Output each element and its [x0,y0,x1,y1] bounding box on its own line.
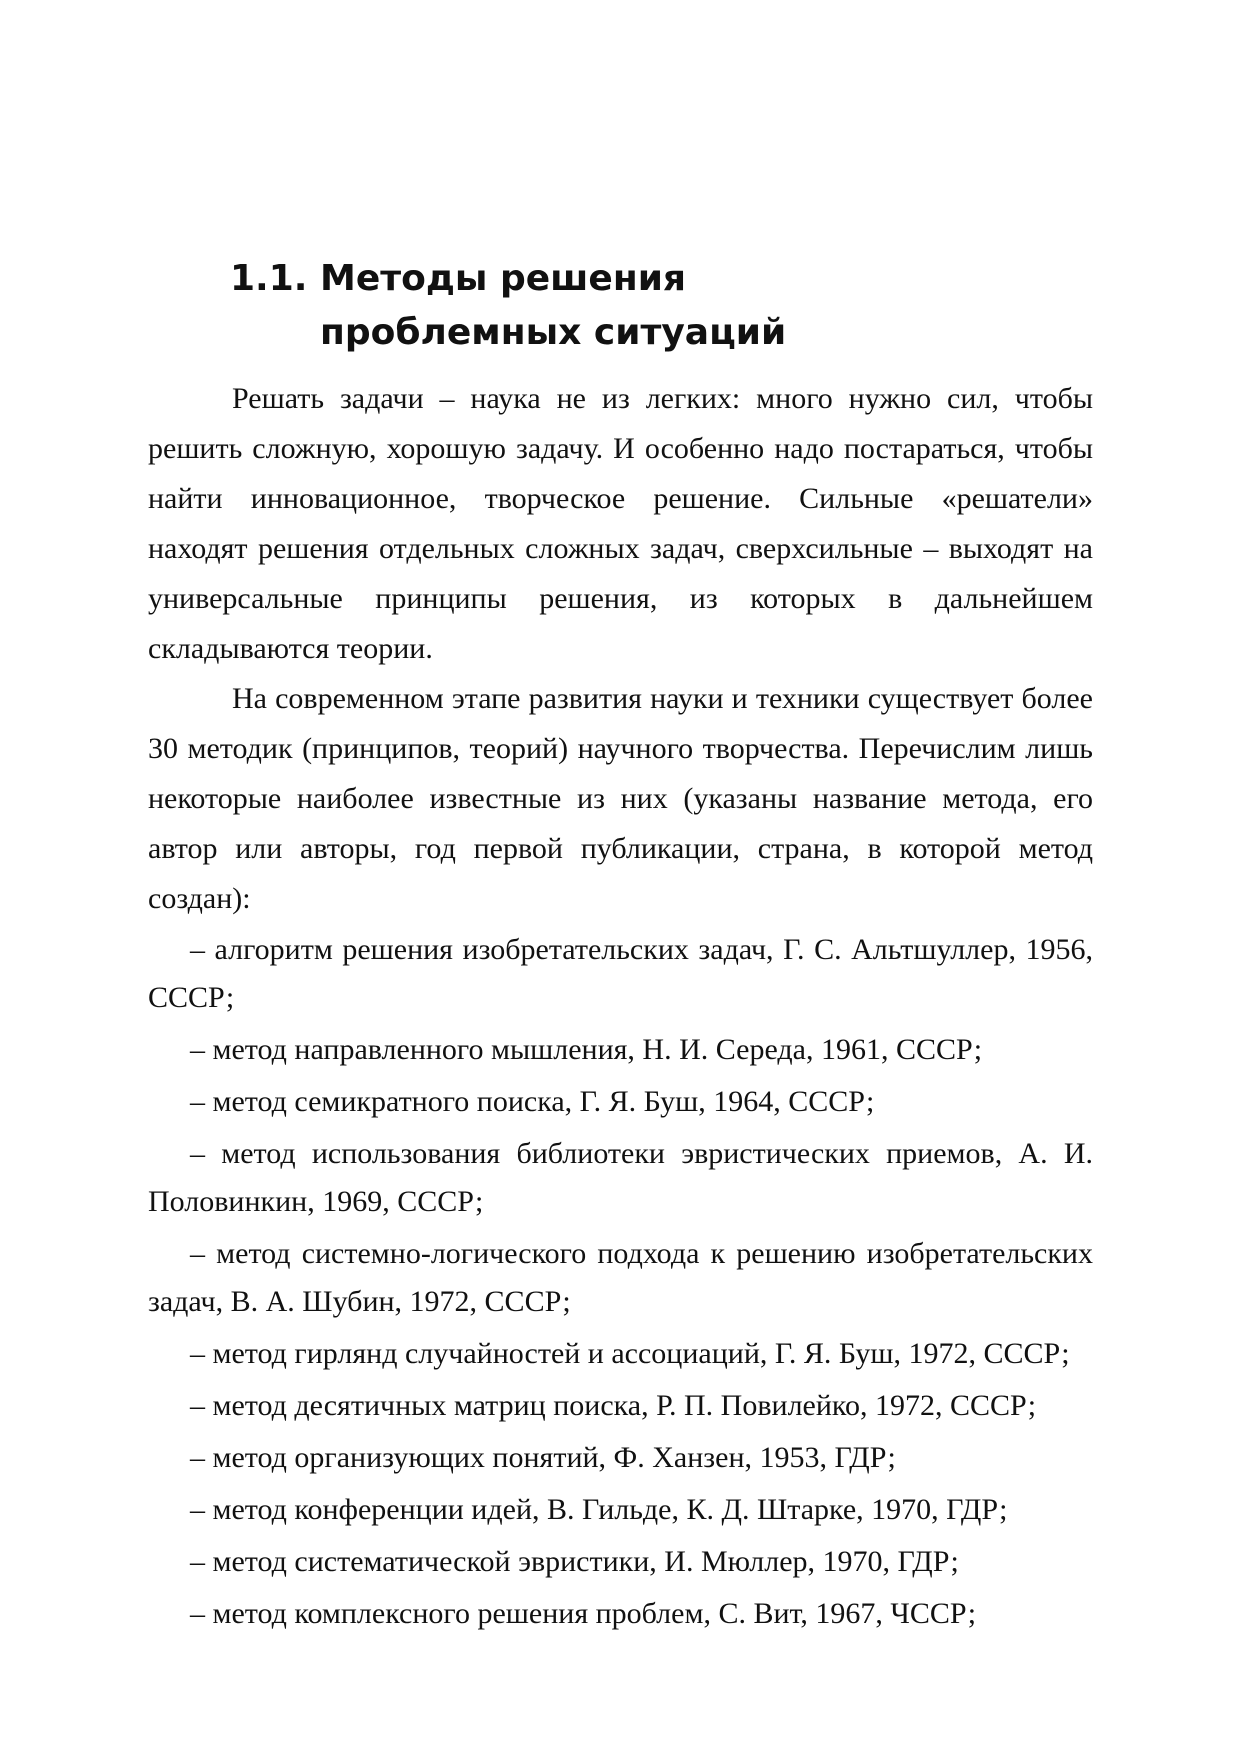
paragraph-methods-overview: На современном этапе развития науки и техники существует более 30 методик (принципов, теорий) научного творчества. Перечислим лишь некоторые наиболее известные из них (указаны название метода, его автор или авторы, год первой публикации, страна, в которой метод создан): [148,682,1093,915]
list-item: – алгоритм решения изобретательских задач, Г. С. Альтшуллер, 1956, СССР; [148,933,1093,1014]
list-item: – метод системно-логического подхода к решению изобретательских задач, В. А. Шубин, 1972, СССР; [148,1237,1093,1318]
list-item: – метод комплексного решения проблем, С. Вит, 1967, ЧССР; [190,1597,977,1630]
list-item: – метод систематической эвристики, И. Мюллер, 1970, ГДР; [190,1545,959,1578]
methods-list [148,926,1093,1638]
list-item: – метод направленного мышления, Н. И. Середа, 1961, СССР; [190,1033,983,1066]
paragraph-intro: Решать задачи – наука не из легких: много нужно сил, чтобы решить сложную, хорошую задачу. И особенно надо постараться, чтобы найти инновационное, творческое решение. Сильные «решатели» находят решения отдельных сложных задач, сверхсильные – выходят на универсальные принципы решения, из которых в дальнейшем складываются теории. [148,382,1093,665]
body-text [148,374,1093,1642]
list-item: – метод десятичных матриц поиска, Р. П. Повилейко, 1972, СССР; [190,1389,1037,1422]
list-item: – метод семикратного поиска, Г. Я. Буш, 1964, СССР; [190,1085,875,1118]
section-title-line-1: Методы решения [320,258,687,299]
section-number: 1.1. [230,258,308,299]
list-item: – метод использования библиотеки эвристических приемов, А. И. Половинкин, 1969, СССР; [148,1137,1093,1218]
list-item: – метод конференции идей, В. Гильде, К. Д. Штарке, 1970, ГДР; [190,1493,1008,1526]
section-title-line-2: проблемных ситуаций [320,312,787,353]
list-item: – метод организующих понятий, Ф. Ханзен, 1953, ГДР; [190,1441,896,1474]
list-item: – метод гирлянд случайностей и ассоциаций, Г. Я. Буш, 1972, СССР; [190,1337,1070,1370]
